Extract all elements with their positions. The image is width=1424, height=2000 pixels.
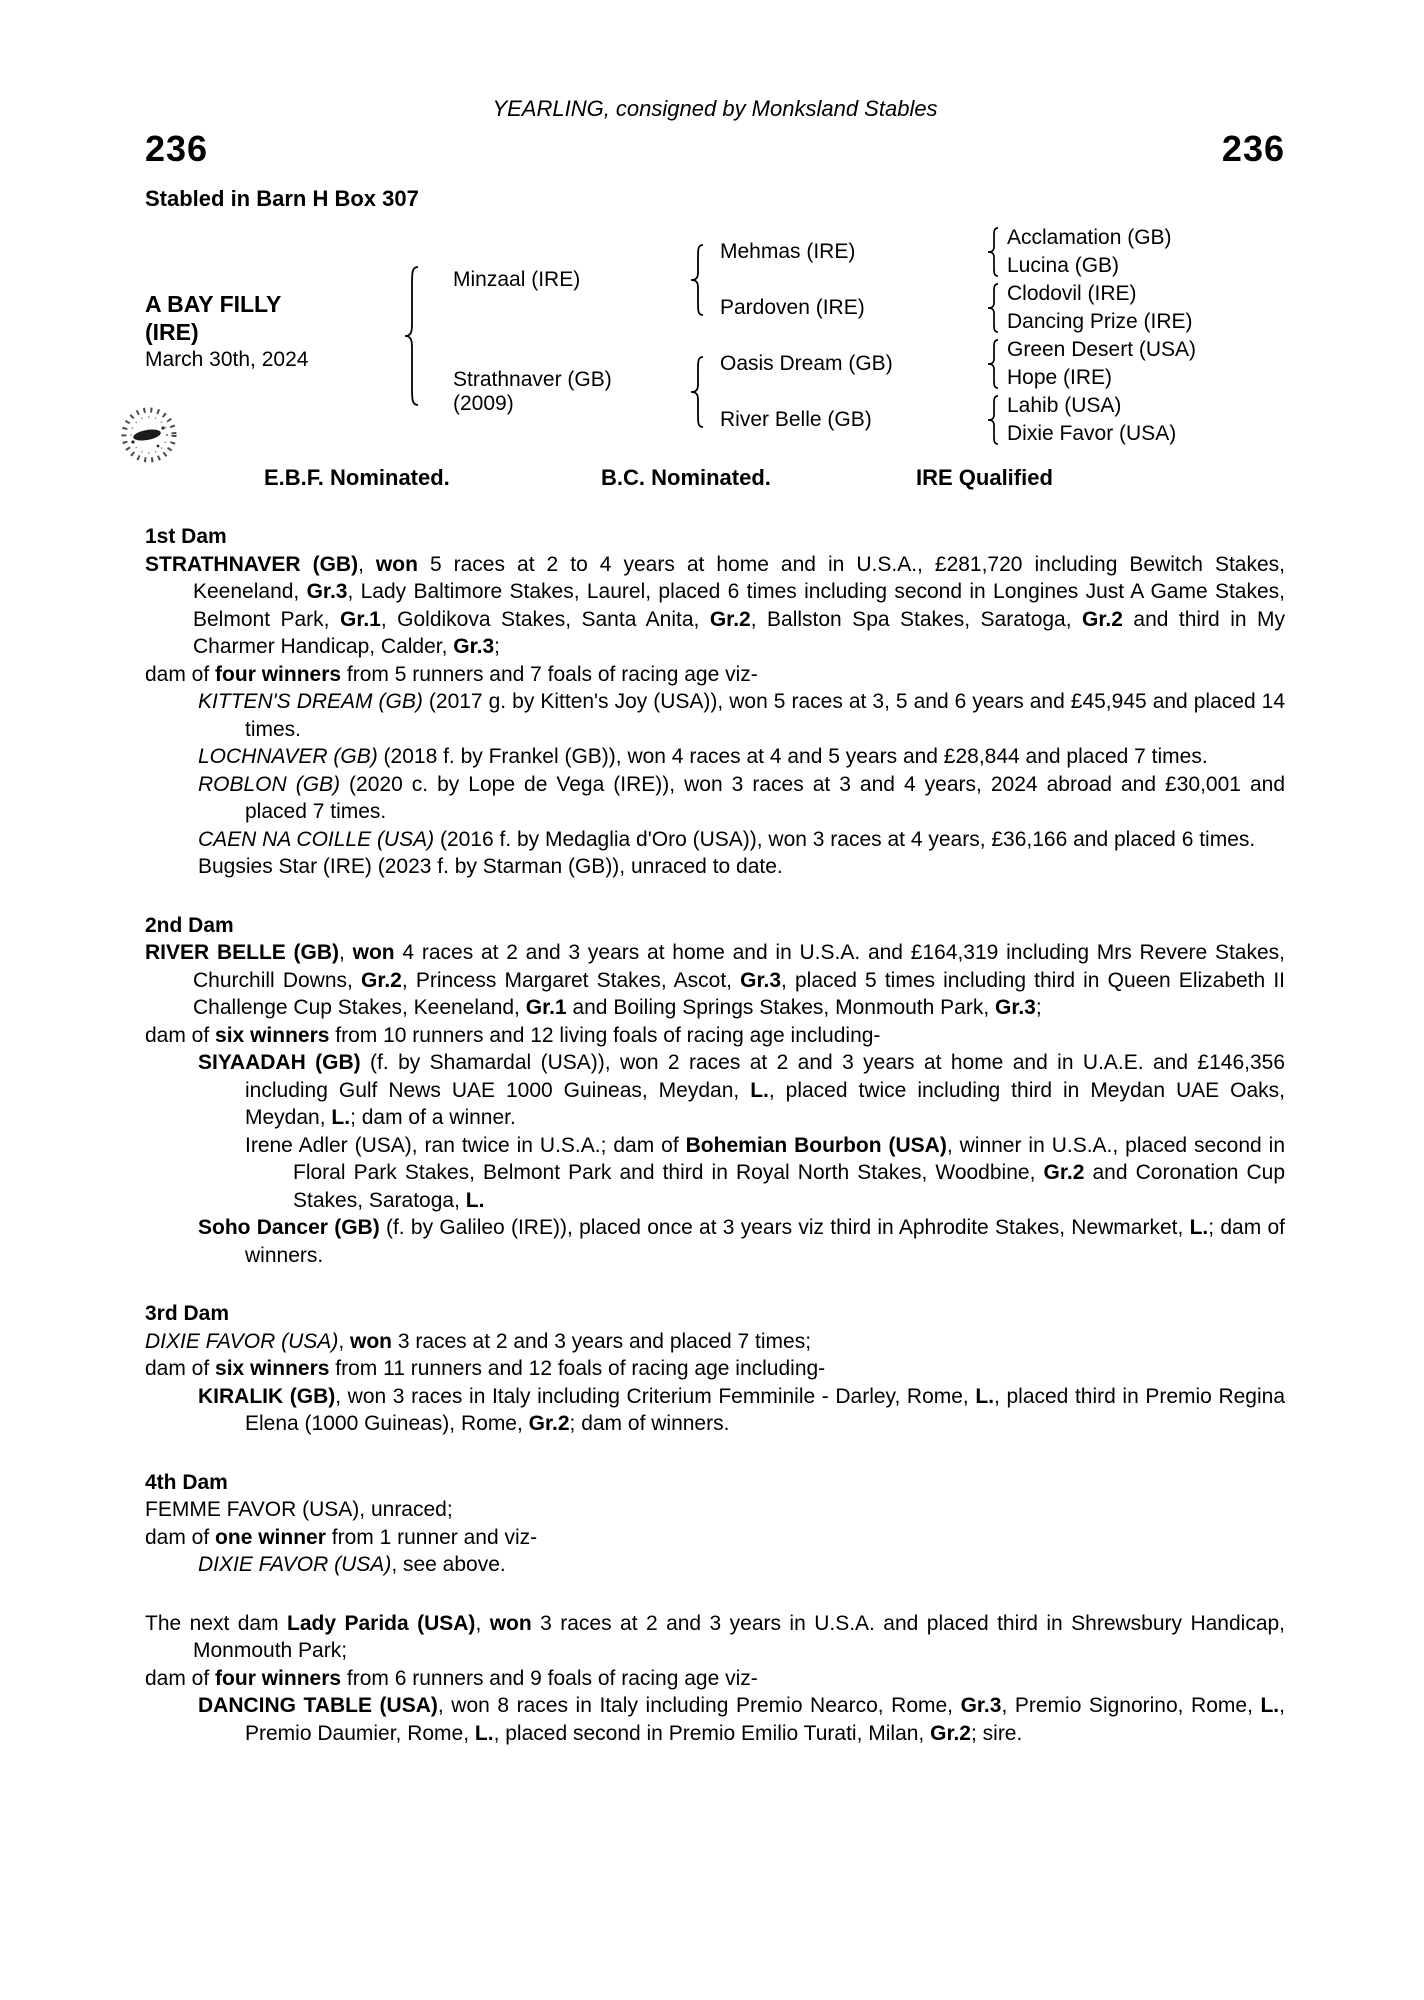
lot-number-right: 236 [1221, 128, 1285, 169]
pedigree-sire-dam: Pardoven (IRE) [720, 296, 865, 319]
pedigree-dam-dam: River Belle (GB) [720, 408, 872, 431]
section-heading: 4th Dam [145, 1470, 228, 1494]
pedigree-paragraph: LOCHNAVER (GB) (2018 f. by Frankel (GB)), won 4 races at 4 and 5 years and £28,844 and placed 7 times. [198, 745, 1208, 768]
pedigree-paragraph: RIVER BELLE (GB), won 4 races at 2 and 3 years at home and in U.S.A. and £164,319 including Mrs Revere Stakes, Churchill Downs, Gr.2, Princess Margaret Stakes, Ascot, Gr.3, placed 5 times including third in Queen Elizabeth II Challenge Cup Stakes, Keeneland, Gr.1 and Boiling Springs Stakes, Monmouth Park, Gr.3; [145, 941, 1285, 1019]
pedigree-brace-gp-1 [985, 227, 1001, 277]
pedigree-grandparent: Hope (IRE) [1007, 366, 1113, 389]
pedigree-paragraph: ROBLON (GB) (2020 c. by Lope de Vega (IRE)), won 3 races at 3 and 4 years, 2024 abroad and £30,001 and placed 7 times. [198, 772, 1285, 823]
pedigree-paragraph: dam of four winners from 6 runners and 9 foals of racing age viz- [145, 1666, 758, 1690]
pedigree-paragraph: KITTEN'S DREAM (GB) (2017 g. by Kitten's Joy (USA)), won 5 races at 3, 5 and 6 years and £45,945 and placed 14 times. [198, 690, 1285, 741]
pedigree-paragraph: STRATHNAVER (GB), won 5 races at 2 to 4 years at home and in U.S.A., £281,720 including Bewitch Stakes, Keeneland, Gr.3, Lady Baltimore Stakes, Laurel, placed 6 times including second in Longines Just A Game Stakes, Belmont Park, Gr.1, Goldikova Stakes, Santa Anita, Gr.2, Ballston Spa Stakes, Saratoga, Gr.2 and third in My Charmer Handicap, Calder, Gr.3; [145, 552, 1285, 658]
pedigree-dam-name: Strathnaver (GB) [453, 368, 612, 391]
pedigree-sections [145, 523, 1285, 1747]
pedigree-grandparent: Acclamation (GB) [1007, 226, 1172, 249]
section-heading: 3rd Dam [145, 1302, 230, 1325]
pedigree-paragraph: dam of four winners from 5 runners and 7 foals of racing age viz- [145, 662, 758, 686]
pedigree-grandparent: Lahib (USA) [1007, 394, 1122, 417]
pedigree-brace-gp-4 [985, 395, 1001, 445]
pedigree-grandparent: Dixie Favor (USA) [1007, 422, 1177, 445]
pedigree-brace-sire-dam [403, 266, 421, 406]
ire-qualified-label: IRE Qualified [916, 465, 1053, 490]
dam-section [145, 1300, 1285, 1438]
pedigree-dam-year: (2009) [453, 392, 514, 415]
pedigree-paragraph: DIXIE FAVOR (USA), won 3 races at 2 and 3 years and placed 7 times; [145, 1329, 812, 1353]
nominations-row [145, 464, 1285, 492]
pedigree-brace-sire-parents [689, 244, 705, 316]
pedigree-paragraph: Soho Dancer (GB) (f. by Galileo (IRE)), placed once at 3 years viz third in Aphrodite Stakes, Newmarket, L.; dam of winners. [198, 1216, 1285, 1267]
pedigree-paragraph: The next dam Lady Parida (USA), won 3 races at 2 and 3 years in U.S.A. and placed third in Shrewsbury Handicap, Monmouth Park; [145, 1611, 1286, 1662]
pedigree-dam [453, 368, 612, 416]
subject-block [145, 290, 308, 374]
pedigree-paragraph: Irene Adler (USA), ran twice in U.S.A.; dam of Bohemian Bourbon (USA), winner in U.S.A., placed second in Floral Park Stakes, Belmont Park and third in Royal North Stakes, Woodbine, Gr.2 and Coronation Cup Stakes, Saratoga, L. [245, 1133, 1285, 1212]
subject-name: A BAY FILLY [145, 291, 282, 317]
pedigree-paragraph: DANCING TABLE (USA), won 8 races in Italy including Premio Nearco, Rome, Gr.3, Premio Signorino, Rome, L., Premio Daumier, Rome, L., placed second in Premio Emilio Turati, Milan, Gr.2; sire. [198, 1694, 1285, 1745]
subject-country: (IRE) [145, 319, 199, 345]
section-heading: 1st Dam [145, 525, 227, 548]
pedigree-brace-dam-parents [689, 356, 705, 428]
pedigree-grandparent: Green Desert (USA) [1007, 338, 1197, 361]
pedigree-paragraph: dam of six winners from 10 runners and 12 living foals of racing age including- [145, 1023, 881, 1047]
pedigree-grandparent: Dancing Prize (IRE) [1007, 310, 1193, 333]
ebf-stamp-icon [118, 404, 180, 466]
pedigree-sire: Minzaal (IRE) [453, 268, 581, 291]
pedigree-paragraph: dam of six winners from 11 runners and 12 foals of racing age including- [145, 1357, 826, 1380]
pedigree-grandparent: Lucina (GB) [1007, 254, 1120, 277]
dam-section [145, 523, 1285, 881]
dam-section [145, 912, 1285, 1270]
pedigree-paragraph: FEMME FAVOR (USA), unraced; [145, 1498, 453, 1521]
pedigree-paragraph: Bugsies Star (IRE) (2023 f. by Starman (GB)), unraced to date. [198, 855, 783, 878]
stabling-info: Stabled in Barn H Box 307 [145, 186, 419, 211]
lot-number-left: 236 [145, 128, 209, 169]
pedigree-paragraph: KIRALIK (GB), won 3 races in Italy including Criterium Femminile - Darley, Rome, L., placed third in Premio Regina Elena (1000 Guineas), Rome, Gr.2; dam of winners. [198, 1384, 1286, 1435]
subject-foaling-date: March 30th, 2024 [145, 348, 309, 371]
section-heading: 2nd Dam [145, 913, 234, 937]
pedigree-table [145, 214, 1285, 464]
pedigree-paragraph: dam of one winner from 1 runner and viz- [145, 1525, 538, 1549]
pedigree-dam-sire: Oasis Dream (GB) [720, 352, 893, 375]
lot-number-row [145, 130, 1285, 170]
pedigree-paragraph: SIYAADAH (GB) (f. by Shamardal (USA)), won 2 races at 2 and 3 years at home and in U.A.E. and £146,356 including Gulf News UAE 1000 Guineas, Meydan, L., placed twice including third in Meydan UAE Oaks, Meydan, L.; dam of a winner. [198, 1051, 1286, 1129]
pedigree-paragraph: DIXIE FAVOR (USA), see above. [198, 1553, 506, 1576]
ebf-nominated-label: E.B.F. Nominated. [264, 465, 450, 490]
pedigree-sire-sire: Mehmas (IRE) [720, 240, 856, 263]
dam-section [145, 1469, 1285, 1579]
consignment-header: YEARLING, consigned by Monksland Stables [492, 96, 938, 121]
bc-nominated-label: B.C. Nominated. [601, 465, 771, 490]
pedigree-brace-gp-3 [985, 339, 1001, 389]
dam-section [145, 1610, 1285, 1748]
pedigree-paragraph: CAEN NA COILLE (USA) (2016 f. by Medaglia d'Oro (USA)), won 3 races at 4 years, £36,166 and placed 6 times. [198, 827, 1256, 851]
pedigree-brace-gp-2 [985, 283, 1001, 333]
pedigree-grandparent: Clodovil (IRE) [1007, 282, 1137, 305]
